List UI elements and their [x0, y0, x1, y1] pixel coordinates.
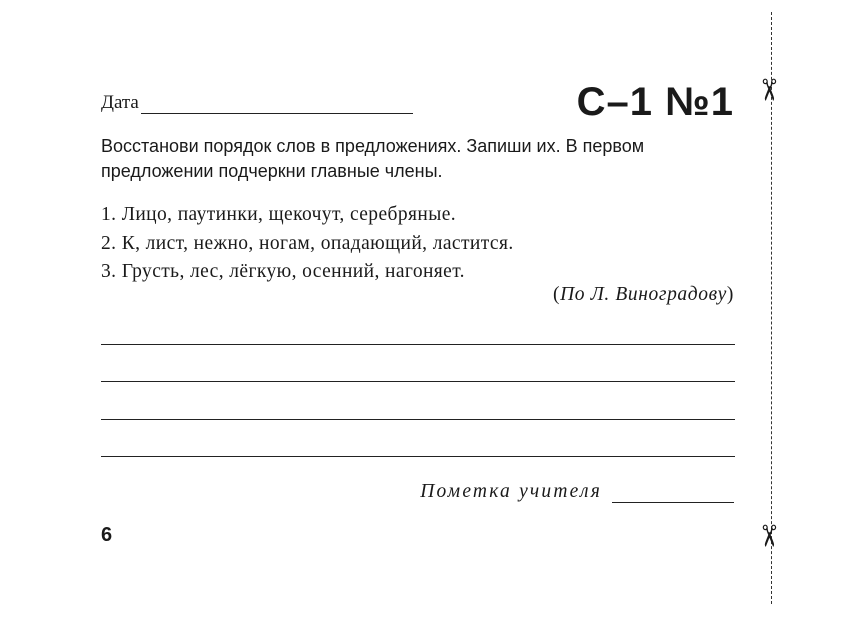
teacher-note-label: Пометка учителя [420, 481, 602, 502]
sentence-3: 3. Грусть, лес, лёгкую, осенний, нагоняет. [101, 261, 465, 282]
sentence-1: 1. Лицо, паутинки, щекочут, серебряные. [101, 204, 457, 225]
scissors-icon: ✂ [751, 523, 785, 549]
scissors-icon: ✂ [751, 77, 785, 103]
sentence-list [101, 201, 514, 287]
task-instruction: Восстанови порядок слов в предложениях. Запиши их. В первом предложении подчеркни главные члены. [101, 136, 645, 181]
page-number: 6 [101, 524, 113, 546]
date-input-line[interactable] [141, 95, 413, 114]
date-label: Дата [101, 92, 139, 113]
answer-line[interactable] [101, 381, 735, 382]
answer-line[interactable] [101, 344, 735, 345]
source-close-paren: ) [726, 284, 734, 305]
exercise-code: С–1 №1 [576, 80, 734, 124]
sentence-2: 2. К, лист, нежно, ногам, опадающий, ластится. [101, 232, 514, 254]
answer-line[interactable] [101, 419, 735, 420]
teacher-note [420, 481, 734, 503]
source-author: По Л. Виноградову [560, 284, 727, 305]
teacher-note-line[interactable] [612, 484, 734, 503]
source-open-paren: ( [553, 284, 561, 305]
date-field [101, 92, 413, 114]
answer-line[interactable] [101, 456, 735, 457]
source-attribution [553, 284, 734, 306]
